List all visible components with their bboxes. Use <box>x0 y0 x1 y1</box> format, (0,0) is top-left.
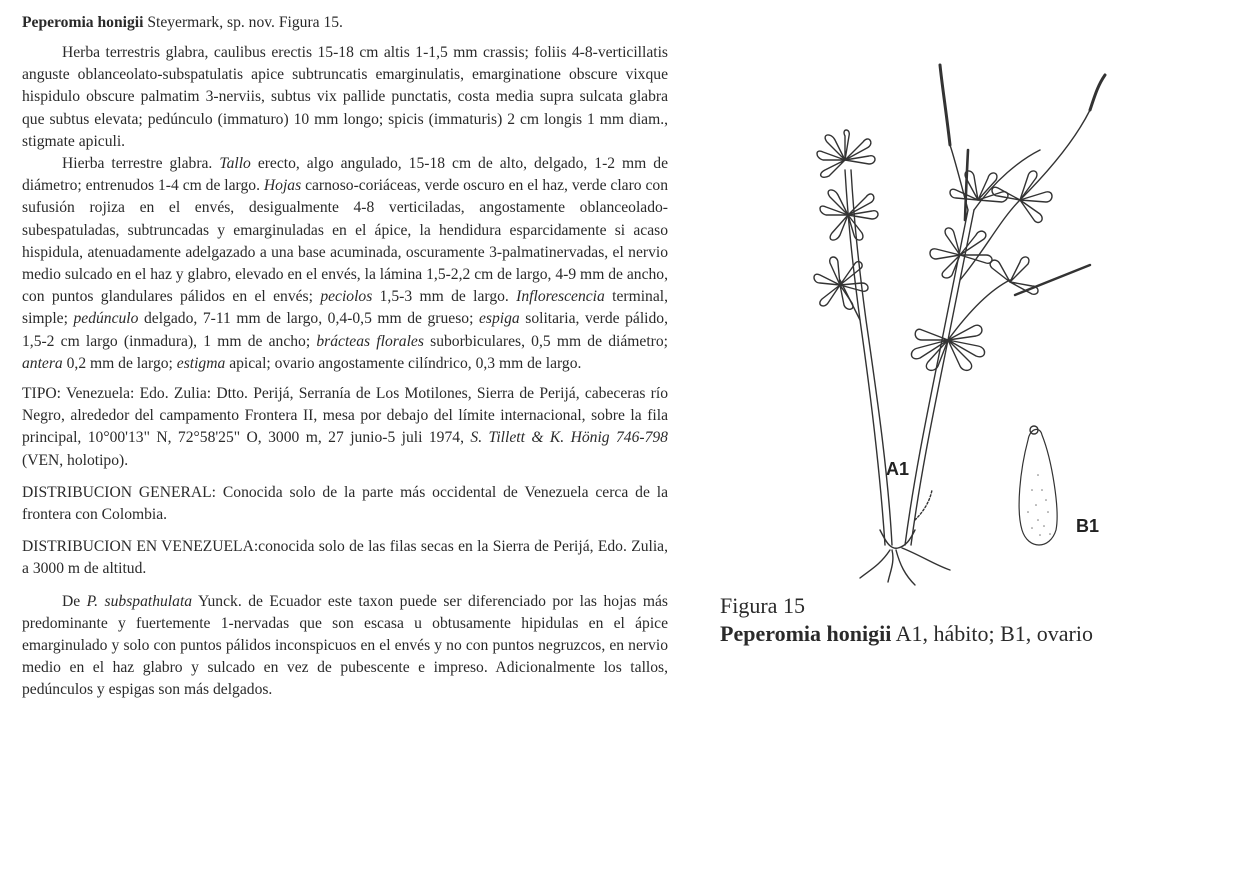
term-hojas: Hojas <box>263 177 302 195</box>
spike-1 <box>940 65 950 145</box>
figure-caption <box>720 592 1220 648</box>
species-name: Peperomia honigii <box>22 14 144 31</box>
desc-text: erecto, algo angulado, 15-18 cm de alto, delgado, 1-2 mm de diámetro; entrenudos 1-4 cm de largo. <box>22 155 669 195</box>
distribucion-general <box>22 482 668 526</box>
ovary-b1 <box>1019 429 1057 545</box>
caption-species: Peperomia honigii <box>720 621 892 646</box>
species-heading <box>22 12 668 34</box>
plant-illustration <box>720 50 1220 590</box>
term-estigma: estigma <box>176 354 226 372</box>
distribucion-venezuela <box>22 536 668 580</box>
leaf-whorl-right-c <box>911 325 984 370</box>
ovary-stipple <box>1027 474 1051 536</box>
term-inflorescencia: Inflorescencia <box>516 288 605 306</box>
term-bracteas: brácteas florales <box>316 332 424 350</box>
tipo-label: TIPO <box>22 385 57 403</box>
comparison-species: P. subspathulata <box>86 592 193 610</box>
leaf-whorl-top <box>817 130 875 177</box>
term-antera: antera <box>22 354 63 372</box>
label-a1: A1 <box>886 459 910 479</box>
desc-text: 1,5-3 mm de largo. <box>372 288 517 306</box>
tipo-text: : Venezuela: Edo. Zulia: Dtto. Perijá, Serranía de Los Motilones, Sierra de Perijá, cabeceras río Negro, alrededor del campamento Frontera II, mesa por debajo del límite internacional, sobre la fila principal, 10°00'13" N, 72°58'25" O, 3000 m, 27 junio-5 juli 1974, <box>22 385 668 447</box>
term-espiga: espiga <box>478 310 520 328</box>
desc-text: apical; ovario angostamente cilíndrico, 0,3 mm de largo. <box>225 354 582 372</box>
desc-text: terminal, simple; <box>22 288 669 328</box>
root-2 <box>896 550 915 585</box>
root-1 <box>860 550 890 578</box>
spanish-description <box>22 153 668 375</box>
desc-text: carnoso-coriáceas, verde oscuro en el haz, verde claro con sufusión rojiza en el envés, desigualmente 4-8 verticiladas, angostamente oblanceolado-subespatuladas, subtruncadas y emarginuladas en el ápice, la hendidura esparcidamente si acaso hispidula, atenuadamente adelgazado a una base acuminada, oscuramente 3-palmatinervadas, el nervio medio sulcado en el haz y glabro, elevado en el envés, la lámina 1,5-2,2 cm de largo, 4-9 mm de ancho, con puntos glandulares pálidos en el envés; <box>22 177 668 306</box>
desc-text: delgado, 7-11 mm de largo, 0,4-0,5 mm de grueso; <box>138 310 479 328</box>
illustration-svg <box>720 50 1220 590</box>
comparison-paragraph <box>22 591 668 702</box>
tipo-text: (VEN, holotipo). <box>22 451 129 469</box>
term-tallo: Tallo <box>219 155 251 173</box>
text-column <box>22 12 668 702</box>
desc-text: suborbiculares, 0,5 mm de diámetro; <box>423 332 668 350</box>
comparison-text: De <box>62 592 87 610</box>
tipo-collectors: S. Tillett & K. Hönig 746-798 <box>470 429 668 447</box>
desc-text: 0,2 mm de largo; <box>62 354 177 372</box>
distribucion-venezuela-label: DISTRIBUCION EN VENEZUELA <box>22 538 254 556</box>
figure-description <box>720 620 1220 648</box>
root-3 <box>902 548 950 570</box>
distribucion-general-text: : Conocida solo de la parte más occidental de Venezuela cerca de la frontera con Colombia. <box>22 483 668 524</box>
spike-3 <box>1090 75 1105 110</box>
desc-text: solitaria, verde pálido, 1,5-2 cm largo (inmadura), 1 mm de ancho; <box>22 310 669 350</box>
leaf-whorl-right-a <box>930 228 992 278</box>
distribucion-venezuela-text: :conocida solo de las filas secas en la Sierra de Perijá, Edo. Zulia, a 3000 m de altitud. <box>22 538 668 578</box>
tipo-paragraph <box>22 383 668 472</box>
term-peciolos: peciolos <box>320 288 373 306</box>
distribucion-general-label: DISTRIBUCION GENERAL <box>22 483 212 501</box>
author-note: Steyermark, sp. nov. Figura 15. <box>143 14 343 31</box>
latin-description: Herba terrestris glabra, caulibus erectis 15-18 cm altis 1-1,5 mm crassis; foliis 4-8-verticillatis anguste oblanceolato-subspatulatis apice subtruncatis emarginulatis, emarginatione obscure vixque hispidulo obscure palmatim 3-nerviis, subtus vix pallide punctatis, costa media supra sulcata glabra que subtus elevata; pedúnculo (immaturo) 10 mm longo; spicis (immaturis) 2 cm longis 1 mm diam., stigmate apiculi. <box>22 44 668 150</box>
comparison-text: Yunck. de Ecuador este taxon puede ser diferenciado por las hojas más predominante y fuertemente 1-nervadas que son escasa u obtusamente hipidulas en el ápice emarginulado y solo con puntos pálidos inconspicuos en el envés y no con puntos negruzcos, en nervio medio en el haz glabro y sulcado en vez de pubescente e impreso. Adicionalmente los tallos, pedúnculos y espigas son más delgados. <box>22 592 668 699</box>
term-pedunculo: pedúnculo <box>73 310 139 328</box>
figure-number: Figura 15 <box>720 593 805 618</box>
leaf-whorl-mid <box>820 190 878 240</box>
desc-text: Hierba terrestre glabra. <box>62 155 220 173</box>
caption-text: A1, hábito; B1, ovario <box>891 621 1093 646</box>
label-b1: B1 <box>1076 516 1100 536</box>
